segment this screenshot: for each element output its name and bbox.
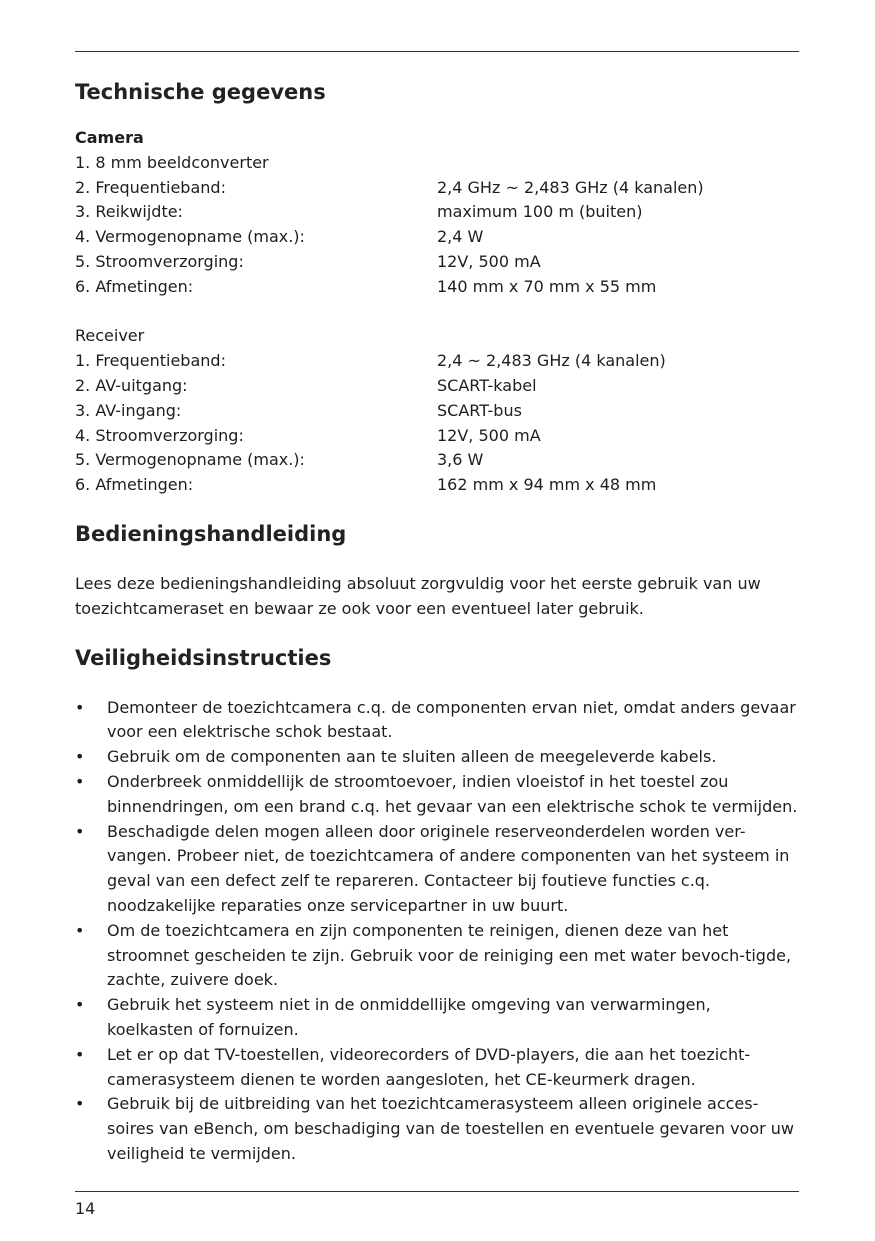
spec-row (75, 374, 799, 399)
spec-value: 2,4 ~ 2,483 GHz (4 kanalen) (437, 351, 666, 371)
list-item (75, 696, 799, 746)
spec-row (75, 473, 799, 498)
spec-value: 2,4 GHz ~ 2,483 GHz (4 kanalen) (437, 177, 704, 197)
spec-row (75, 275, 799, 300)
list-item-text: Let er op dat TV-toestellen, videorecorders of DVD-players, die aan het toezicht-camerasysteem dienen te worden aangesloten, het CE-keurmerk dragen. (107, 1044, 751, 1089)
spec-value: 12V, 500 mA (437, 251, 541, 271)
spec-row (75, 200, 799, 225)
list-item-text: Gebruik het systeem niet in de onmiddellijke omgeving van verwarmingen, koelkasten of fornuizen. (107, 995, 711, 1039)
spec-label: 2. Frequentieband: (75, 177, 226, 197)
list-item-text: Onderbreek onmiddellijk de stroomtoevoer, indien vloeistof in het toestel zou binnendringen, om een brand c.q. het gevaar van een elektrische schok te vermijden. (107, 771, 798, 816)
page-number: 14 (75, 1199, 96, 1218)
list-item (75, 1092, 799, 1166)
bullet-icon: • (75, 1044, 85, 1064)
bullet-icon: • (75, 995, 85, 1015)
list-item-text: Beschadigde delen mogen alleen door originele reserveonderdelen worden ver-vangen. Probeer niet, de toezichtcamera of andere componenten van het systeem in geval van een defect zelf te repareren. Contacteer bij foutieve functies c.q. noodzakelijke reparaties onze servicepartner in uw buurt. (107, 821, 790, 915)
spec-row (75, 424, 799, 449)
bullet-icon: • (75, 771, 85, 791)
spec-value: 162 mm x 94 mm x 48 mm (437, 475, 657, 495)
page-content (75, 62, 799, 1167)
tech-specs-title: Technische gegevens (75, 80, 326, 104)
safety-title: Veiligheidsinstructies (75, 645, 332, 670)
bullet-icon: • (75, 1094, 85, 1114)
manual-paragraph: Lees deze bedieningshandleiding absoluut zorgvuldig voor het eerste gebruik van uw toezichtcameraset en bewaar ze ook voor een eventueel later gebruik. (75, 573, 761, 618)
list-item-text: Om de toezichtcamera en zijn componenten te reinigen, dienen deze van het stroomnet gescheiden te zijn. Gebruik voor de reiniging een met water bevoch-tigde, zachte, zuivere doek. (107, 920, 792, 990)
spec-row (75, 151, 799, 176)
list-item (75, 745, 799, 770)
receiver-specs (75, 324, 799, 498)
list-item-text: Demonteer de toezichtcamera c.q. de componenten ervan niet, omdat anders gevaar voor een elektrische schok bestaat. (107, 697, 796, 742)
spec-value: SCART-kabel (437, 375, 537, 395)
spec-label: 4. Vermogenopname (max.): (75, 227, 305, 247)
spec-label: 1. 8 mm beeldconverter (75, 152, 269, 172)
spec-label: 1. Frequentieband: (75, 351, 226, 371)
safety-list (75, 696, 799, 1167)
spec-label: 5. Vermogenopname (max.): (75, 450, 305, 470)
list-item (75, 919, 799, 993)
list-item-text: Gebruik om de componenten aan te sluiten alleen de meegeleverde kabels. (107, 747, 717, 767)
spec-label: 6. Afmetingen: (75, 276, 194, 296)
spec-row (75, 448, 799, 473)
spec-value: maximum 100 m (buiten) (437, 202, 643, 222)
list-item (75, 820, 799, 919)
spec-row (75, 225, 799, 250)
spec-value: 2,4 W (437, 227, 484, 247)
spec-row (75, 250, 799, 275)
list-item (75, 993, 799, 1043)
top-rule (75, 51, 799, 52)
camera-specs (75, 126, 799, 300)
spec-label: 6. Afmetingen: (75, 475, 194, 495)
bottom-rule (75, 1191, 799, 1192)
spec-label: 4. Stroomverzorging: (75, 425, 244, 445)
spec-value: 140 mm x 70 mm x 55 mm (437, 276, 657, 296)
receiver-heading: Receiver (75, 326, 145, 346)
list-item (75, 770, 799, 820)
spec-row (75, 176, 799, 201)
bullet-icon: • (75, 697, 85, 717)
spec-row (75, 399, 799, 424)
bullet-icon: • (75, 747, 85, 767)
bullet-icon: • (75, 821, 85, 841)
spec-value: 12V, 500 mA (437, 425, 541, 445)
camera-heading: Camera (75, 128, 144, 147)
list-item-text: Gebruik bij de uitbreiding van het toezichtcamerasysteem alleen originele acces-soires van eBench, om beschadiging van de toestellen en eventuele gevaren voor uw veiligheid te vermijden. (107, 1094, 795, 1163)
list-item (75, 1043, 799, 1093)
bullet-icon: • (75, 920, 85, 940)
spec-value: 3,6 W (437, 450, 484, 470)
spec-value: SCART-bus (437, 400, 522, 420)
manual-title: Bedieningshandleiding (75, 521, 347, 546)
spec-label: 2. AV-uitgang: (75, 375, 188, 395)
spec-row (75, 349, 799, 374)
spec-label: 3. AV-ingang: (75, 400, 182, 420)
spec-label: 3. Reikwijdte: (75, 202, 183, 222)
spec-label: 5. Stroomverzorging: (75, 251, 244, 271)
